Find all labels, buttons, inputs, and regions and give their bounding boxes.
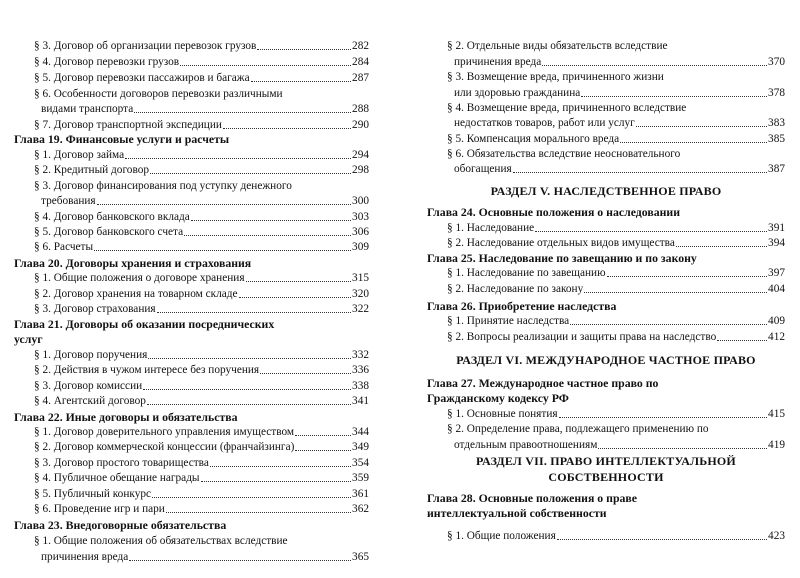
- dot-leader: [191, 220, 351, 221]
- toc-entry-title: § 2. Наследование по закону: [447, 283, 584, 295]
- section-heading: СОБСТВЕННОСТИ: [548, 470, 664, 484]
- chapter-heading: Глава 27. Международное частное право по: [427, 376, 659, 390]
- toc-entry-title: § 1. Договор доверительного управления имуществом: [34, 426, 295, 438]
- chapter-heading: Глава 26. Приобретение наследства: [427, 299, 617, 313]
- dot-leader: [210, 466, 351, 467]
- page-number: 354: [352, 457, 369, 469]
- toc-entry-line: § 1. Общие положения об обязательствах вследствие: [34, 535, 288, 547]
- page-number: 332: [352, 349, 369, 361]
- toc-entry: [34, 426, 369, 439]
- dot-leader: [257, 49, 351, 50]
- page-number: 383: [768, 117, 785, 129]
- toc-entry: [34, 457, 369, 470]
- toc-entry-title: § 5. Договор перевозки пассажиров и багажа: [34, 72, 250, 84]
- toc-entry-line: § 2. Отдельные виды обязательств вследствие: [447, 40, 668, 52]
- toc-entry: [447, 133, 785, 146]
- dot-leader: [295, 450, 351, 451]
- toc-entry-title: видами транспорта: [41, 103, 134, 115]
- toc-entry-title: § 2. Кредитный договор: [34, 164, 150, 176]
- toc-entry-title: § 1. Общие положения: [447, 530, 556, 542]
- dot-leader: [246, 281, 352, 282]
- toc-entry-title: § 2. Договор коммерческой концессии (франчайзинга): [34, 441, 295, 453]
- toc-entry-title: § 5. Публичный конкурс: [34, 488, 152, 500]
- page-number: 409: [768, 315, 785, 327]
- toc-entry-title: § 3. Договор комиссии: [34, 380, 143, 392]
- dot-leader: [717, 340, 767, 341]
- dot-leader: [559, 417, 767, 418]
- toc-entry: [447, 237, 785, 250]
- chapter-heading: услуг: [14, 332, 43, 346]
- page-number: 397: [768, 267, 785, 279]
- dot-leader: [251, 81, 351, 82]
- page-number: 344: [352, 426, 369, 438]
- toc-entry: [447, 408, 785, 421]
- dot-leader: [157, 312, 351, 313]
- toc-entry-title: требования: [41, 195, 96, 207]
- chapter-heading: Глава 28. Основные положения о праве: [427, 491, 638, 505]
- page-number: 290: [352, 119, 369, 131]
- page-number: 404: [768, 283, 785, 295]
- toc-entry-title: § 5. Договор банковского счета: [34, 226, 184, 238]
- toc-entry: [34, 119, 369, 132]
- toc-entry: [41, 195, 369, 208]
- toc-entry: [454, 117, 785, 130]
- toc-entry-title: недостатков товаров, работ или услуг: [454, 117, 635, 129]
- toc-entry-line: § 3. Возмещение вреда, причиненного жизни: [447, 71, 664, 83]
- page-number: 338: [352, 380, 369, 392]
- toc-entry: [34, 272, 369, 285]
- page-number: 322: [352, 303, 369, 315]
- dot-leader: [143, 389, 351, 390]
- page-number: 385: [768, 133, 785, 145]
- dot-leader: [607, 276, 768, 277]
- toc-entry: [34, 364, 369, 377]
- page-number: 370: [768, 56, 785, 68]
- page-number: 362: [352, 503, 369, 515]
- toc-entry: [447, 331, 785, 344]
- chapter-heading: интеллектуальной собственности: [427, 506, 607, 520]
- toc-entry: [34, 441, 369, 454]
- dot-leader: [201, 481, 352, 482]
- page-number: 309: [352, 241, 369, 253]
- dot-leader: [166, 512, 351, 513]
- dot-leader: [147, 404, 351, 405]
- toc-entry: [41, 103, 369, 116]
- dot-leader: [584, 292, 767, 293]
- dot-leader: [542, 65, 767, 66]
- toc-entry-title: отдельным правоотношениям: [454, 439, 598, 451]
- toc-entry: [34, 241, 369, 254]
- dot-leader: [134, 112, 351, 113]
- toc-entry-title: § 6. Проведение игр и пари: [34, 503, 165, 515]
- dot-leader: [223, 128, 351, 129]
- dot-leader: [295, 435, 351, 436]
- toc-entry: [447, 283, 785, 296]
- page-number: 391: [768, 222, 785, 234]
- toc-entry-title: § 6. Расчеты: [34, 241, 94, 253]
- page-number: 349: [352, 441, 369, 453]
- dot-leader: [535, 231, 767, 232]
- chapter-heading: Глава 21. Договоры об оказании посреднических: [14, 317, 275, 331]
- page-number: 412: [768, 331, 785, 343]
- toc-entry: [34, 488, 369, 501]
- toc-entry-title: § 1. Договор займа: [34, 149, 125, 161]
- toc-entry-title: § 4. Договор банковского вклада: [34, 211, 190, 223]
- page-number: 419: [768, 439, 785, 451]
- toc-entry: [34, 72, 369, 85]
- toc-entry-line: § 6. Особенности договоров перевозки различными: [34, 88, 283, 100]
- page-number: 359: [352, 472, 369, 484]
- page-number: 303: [352, 211, 369, 223]
- dot-leader: [581, 96, 767, 97]
- page-number: 341: [352, 395, 369, 407]
- toc-entry: [447, 530, 785, 543]
- chapter-heading: Глава 23. Внедоговорные обязательства: [14, 518, 227, 532]
- chapter-heading: Глава 19. Финансовые услуги и расчеты: [14, 132, 230, 146]
- toc-entry: [34, 303, 369, 316]
- toc-entry-title: § 2. Действия в чужом интересе без поручения: [34, 364, 260, 376]
- toc-entry: [34, 349, 369, 362]
- chapter-heading: Глава 20. Договоры хранения и страхования: [14, 256, 252, 270]
- toc-entry-title: § 2. Договор хранения на товарном складе: [34, 288, 238, 300]
- dot-leader: [598, 448, 767, 449]
- page-number: 415: [768, 408, 785, 420]
- page-number: 423: [768, 530, 785, 542]
- page-number: 288: [352, 103, 369, 115]
- dot-leader: [260, 373, 351, 374]
- dot-leader: [620, 142, 767, 143]
- dot-leader: [97, 204, 351, 205]
- dot-leader: [570, 324, 767, 325]
- toc-entry-title: § 2. Наследование отдельных видов имущества: [447, 237, 675, 249]
- toc-entry: [447, 267, 785, 280]
- dot-leader: [180, 65, 351, 66]
- toc-entry: [34, 226, 369, 239]
- toc-entry: [454, 56, 785, 69]
- toc-entry: [41, 551, 369, 564]
- toc-entry: [447, 222, 785, 235]
- page-number: 315: [352, 272, 369, 284]
- page-number: 378: [768, 87, 785, 99]
- toc-entry: [454, 163, 785, 176]
- section-heading: РАЗДЕЛ VI. МЕЖДУНАРОДНОЕ ЧАСТНОЕ ПРАВО: [456, 353, 756, 367]
- toc-entry-title: § 4. Договор перевозки грузов: [34, 56, 180, 68]
- page-number: 284: [352, 56, 369, 68]
- section-heading: РАЗДЕЛ VII. ПРАВО ИНТЕЛЛЕКТУАЛЬНОЙ: [476, 454, 736, 468]
- page-number: 387: [768, 163, 785, 175]
- page-number: 306: [352, 226, 369, 238]
- page-number: 365: [352, 551, 369, 563]
- toc-entry: [34, 472, 369, 485]
- toc-entry: [34, 40, 369, 53]
- dot-leader: [184, 235, 351, 236]
- chapter-heading: Гражданскому кодексу РФ: [427, 391, 569, 405]
- toc-entry-title: § 1. Общие положения о договоре хранения: [34, 272, 245, 284]
- toc-entry-title: § 3. Договор об организации перевозок грузов: [34, 40, 257, 52]
- toc-entry-title: § 3. Договор простого товарищества: [34, 457, 209, 469]
- page-number: 300: [352, 195, 369, 207]
- toc-entry: [34, 164, 369, 177]
- page-number: 298: [352, 164, 369, 176]
- dot-leader: [125, 158, 351, 159]
- section-heading: РАЗДЕЛ V. НАСЛЕДСТВЕННОЕ ПРАВО: [490, 184, 722, 198]
- toc-entry: [454, 87, 785, 100]
- toc-entry: [34, 211, 369, 224]
- toc-entry-title: причинения вреда: [41, 551, 129, 563]
- dot-leader: [152, 497, 351, 498]
- toc-entry-title: обогащения: [454, 163, 512, 175]
- dot-leader: [129, 560, 351, 561]
- page-number: 320: [352, 288, 369, 300]
- page-number: 394: [768, 237, 785, 249]
- toc-entry-title: § 5. Компенсация морального вреда: [447, 133, 620, 145]
- dot-leader: [513, 172, 767, 173]
- dot-leader: [557, 539, 767, 540]
- toc-entry-title: § 1. Принятие наследства: [447, 315, 570, 327]
- toc-entry-line: § 6. Обязательства вследствие неосновательного: [447, 148, 681, 160]
- toc-entry: [34, 503, 369, 516]
- toc-entry-title: § 1. Наследование по завещанию: [447, 267, 606, 279]
- page-number: 287: [352, 72, 369, 84]
- toc-entry: [34, 380, 369, 393]
- dot-leader: [636, 126, 767, 127]
- toc-entry-title: § 1. Договор поручения: [34, 349, 148, 361]
- toc-entry-title: § 7. Договор транспортной экспедиции: [34, 119, 222, 131]
- dot-leader: [239, 297, 352, 298]
- dot-leader: [676, 246, 767, 247]
- dot-leader: [150, 173, 351, 174]
- toc-entry: [454, 439, 785, 452]
- chapter-heading: Глава 25. Наследование по завещанию и по закону: [427, 251, 697, 265]
- page-number: 336: [352, 364, 369, 376]
- toc-entry: [34, 395, 369, 408]
- toc-entry-title: § 4. Агентский договор: [34, 395, 146, 407]
- page-number: 361: [352, 488, 369, 500]
- toc-entry-title: § 3. Договор страхования: [34, 303, 156, 315]
- toc-entry-line: § 2. Определение права, подлежащего применению по: [447, 423, 709, 435]
- toc-entry: [34, 288, 369, 301]
- page-number: 294: [352, 149, 369, 161]
- dot-leader: [148, 358, 351, 359]
- toc-entry: [34, 56, 369, 69]
- toc-entry-title: причинения вреда: [454, 56, 542, 68]
- toc-entry-line: § 3. Договор финансирования под уступку денежного: [34, 180, 292, 192]
- page-number: 282: [352, 40, 369, 52]
- toc-entry-title: § 1. Основные понятия: [447, 408, 558, 420]
- toc-entry: [447, 315, 785, 328]
- toc-entry-line: § 4. Возмещение вреда, причиненного вследствие: [447, 102, 687, 114]
- dot-leader: [94, 250, 351, 251]
- toc-entry-title: или здоровью гражданина: [454, 87, 581, 99]
- toc-entry-title: § 2. Вопросы реализации и защиты права на наследство: [447, 331, 717, 343]
- chapter-heading: Глава 24. Основные положения о наследовании: [427, 205, 681, 219]
- toc-entry-title: § 1. Наследование: [447, 222, 535, 234]
- chapter-heading: Глава 22. Иные договоры и обязательства: [14, 410, 238, 424]
- toc-entry-title: § 4. Публичное обещание награды: [34, 472, 200, 484]
- toc-entry: [34, 149, 369, 162]
